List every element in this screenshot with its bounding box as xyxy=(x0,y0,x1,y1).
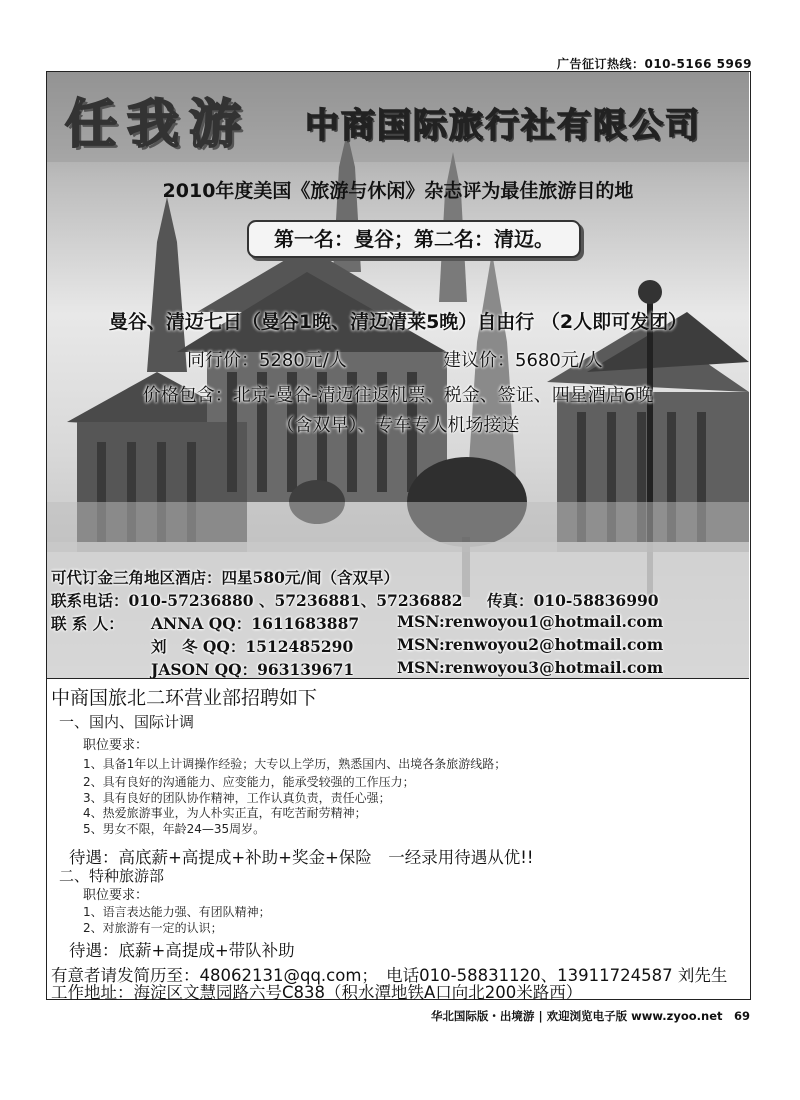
contact-qq: ANNA QQ：1611683887 xyxy=(151,614,360,633)
contact-phone: 联系电话：010-57236880 、57236881、57236882 xyxy=(51,591,463,610)
contact-qq: JASON QQ：963139671 xyxy=(151,660,355,678)
page-footer: 华北国际版・出境游 | 欢迎浏览电子版 www.zyoo.net 69 xyxy=(430,1009,750,1023)
section-2-requirements-label: 职位要求： xyxy=(83,888,149,903)
contact-msn: MSN:renwoyou2@hotmail.com xyxy=(397,635,664,654)
peer-price: 同行价：5280元/人 xyxy=(187,350,347,371)
contact-block xyxy=(51,566,749,678)
page-frame xyxy=(46,71,751,1000)
contact-qq: 刘 冬 QQ：1512485290 xyxy=(151,637,354,656)
requirement-item: 3、具有良好的团队协作精神，工作认真负责，责任心强； xyxy=(83,791,391,805)
price-includes-line-2: （含双早）、专车专人机场接送 xyxy=(276,415,520,436)
requirement-item: 1、语言表达能力强、有团队精神； xyxy=(83,905,271,919)
contact-msn: MSN:renwoyou1@hotmail.com xyxy=(397,612,664,631)
apply-info: 有意者请发简历至：48062131@qq.com； 电话010-58831120、13911724587 刘先生 xyxy=(51,966,728,985)
fax-number: 传真：010-58836990 xyxy=(487,591,659,610)
recruitment-section xyxy=(47,678,749,1002)
section-1-requirements-label: 职位要求： xyxy=(83,738,149,753)
company-name: 中商国际旅行社有限公司 xyxy=(305,106,701,146)
price-includes xyxy=(47,381,749,441)
suggested-price: 建议价：5680元/人 xyxy=(443,350,603,371)
recruit-title: 中商国旅北二环营业部招聘如下 xyxy=(51,687,318,709)
section-1-title: 一、国内、国际计调 xyxy=(59,713,195,731)
ad-hotline: 广告征订热线：010-5166 5969 xyxy=(556,57,752,71)
requirement-item: 2、对旅游有一定的认识； xyxy=(83,921,223,935)
ranking-badge: 第一名：曼谷；第二名：清迈。 xyxy=(247,220,581,258)
requirement-item: 5、男女不限，年龄24—35周岁。 xyxy=(83,822,266,836)
contacts-label: 联 系 人： xyxy=(51,614,124,633)
contact-msn: MSN:renwoyou3@hotmail.com xyxy=(397,658,664,677)
tour-title: 曼谷、清迈七日（曼谷1晚、清迈清莱5晚）自由行 （2人即可发团） xyxy=(108,311,688,333)
work-address: 工作地址：海淀区文慧园路六号C838（积水潭地铁A口向北200米路西） xyxy=(51,983,583,1002)
section-1-benefit: 待遇：高底薪+高提成+补助+奖金+保险 一经录用待遇从优!! xyxy=(69,848,534,867)
requirement-item: 2、具有良好的沟通能力、应变能力，能承受较强的工作压力； xyxy=(83,775,415,789)
requirement-item: 1、具备1年以上计调操作经验；大专以上学历，熟悉国内、出境各条旅游线路； xyxy=(83,757,507,771)
award-headline: 2010年度美国《旅游与休闲》杂志评为最佳旅游目的地 xyxy=(162,180,634,202)
hotel-offer: 可代订金三角地区酒店：四星580元/间（含双早） xyxy=(51,568,400,587)
brand-logo: 任我游 xyxy=(65,94,252,155)
requirement-item: 4、热爱旅游事业，为人朴实正直，有吃苦耐劳精神； xyxy=(83,806,367,820)
section-2-title: 二、特种旅游部 xyxy=(59,867,165,885)
travel-ad xyxy=(47,72,749,678)
price-includes-line-1: 价格包含：北京-曼谷-清迈往返机票、税金、签证、四星酒店6晚 xyxy=(142,385,654,406)
section-2-benefit: 待遇：底薪+高提成+带队补助 xyxy=(69,941,295,960)
